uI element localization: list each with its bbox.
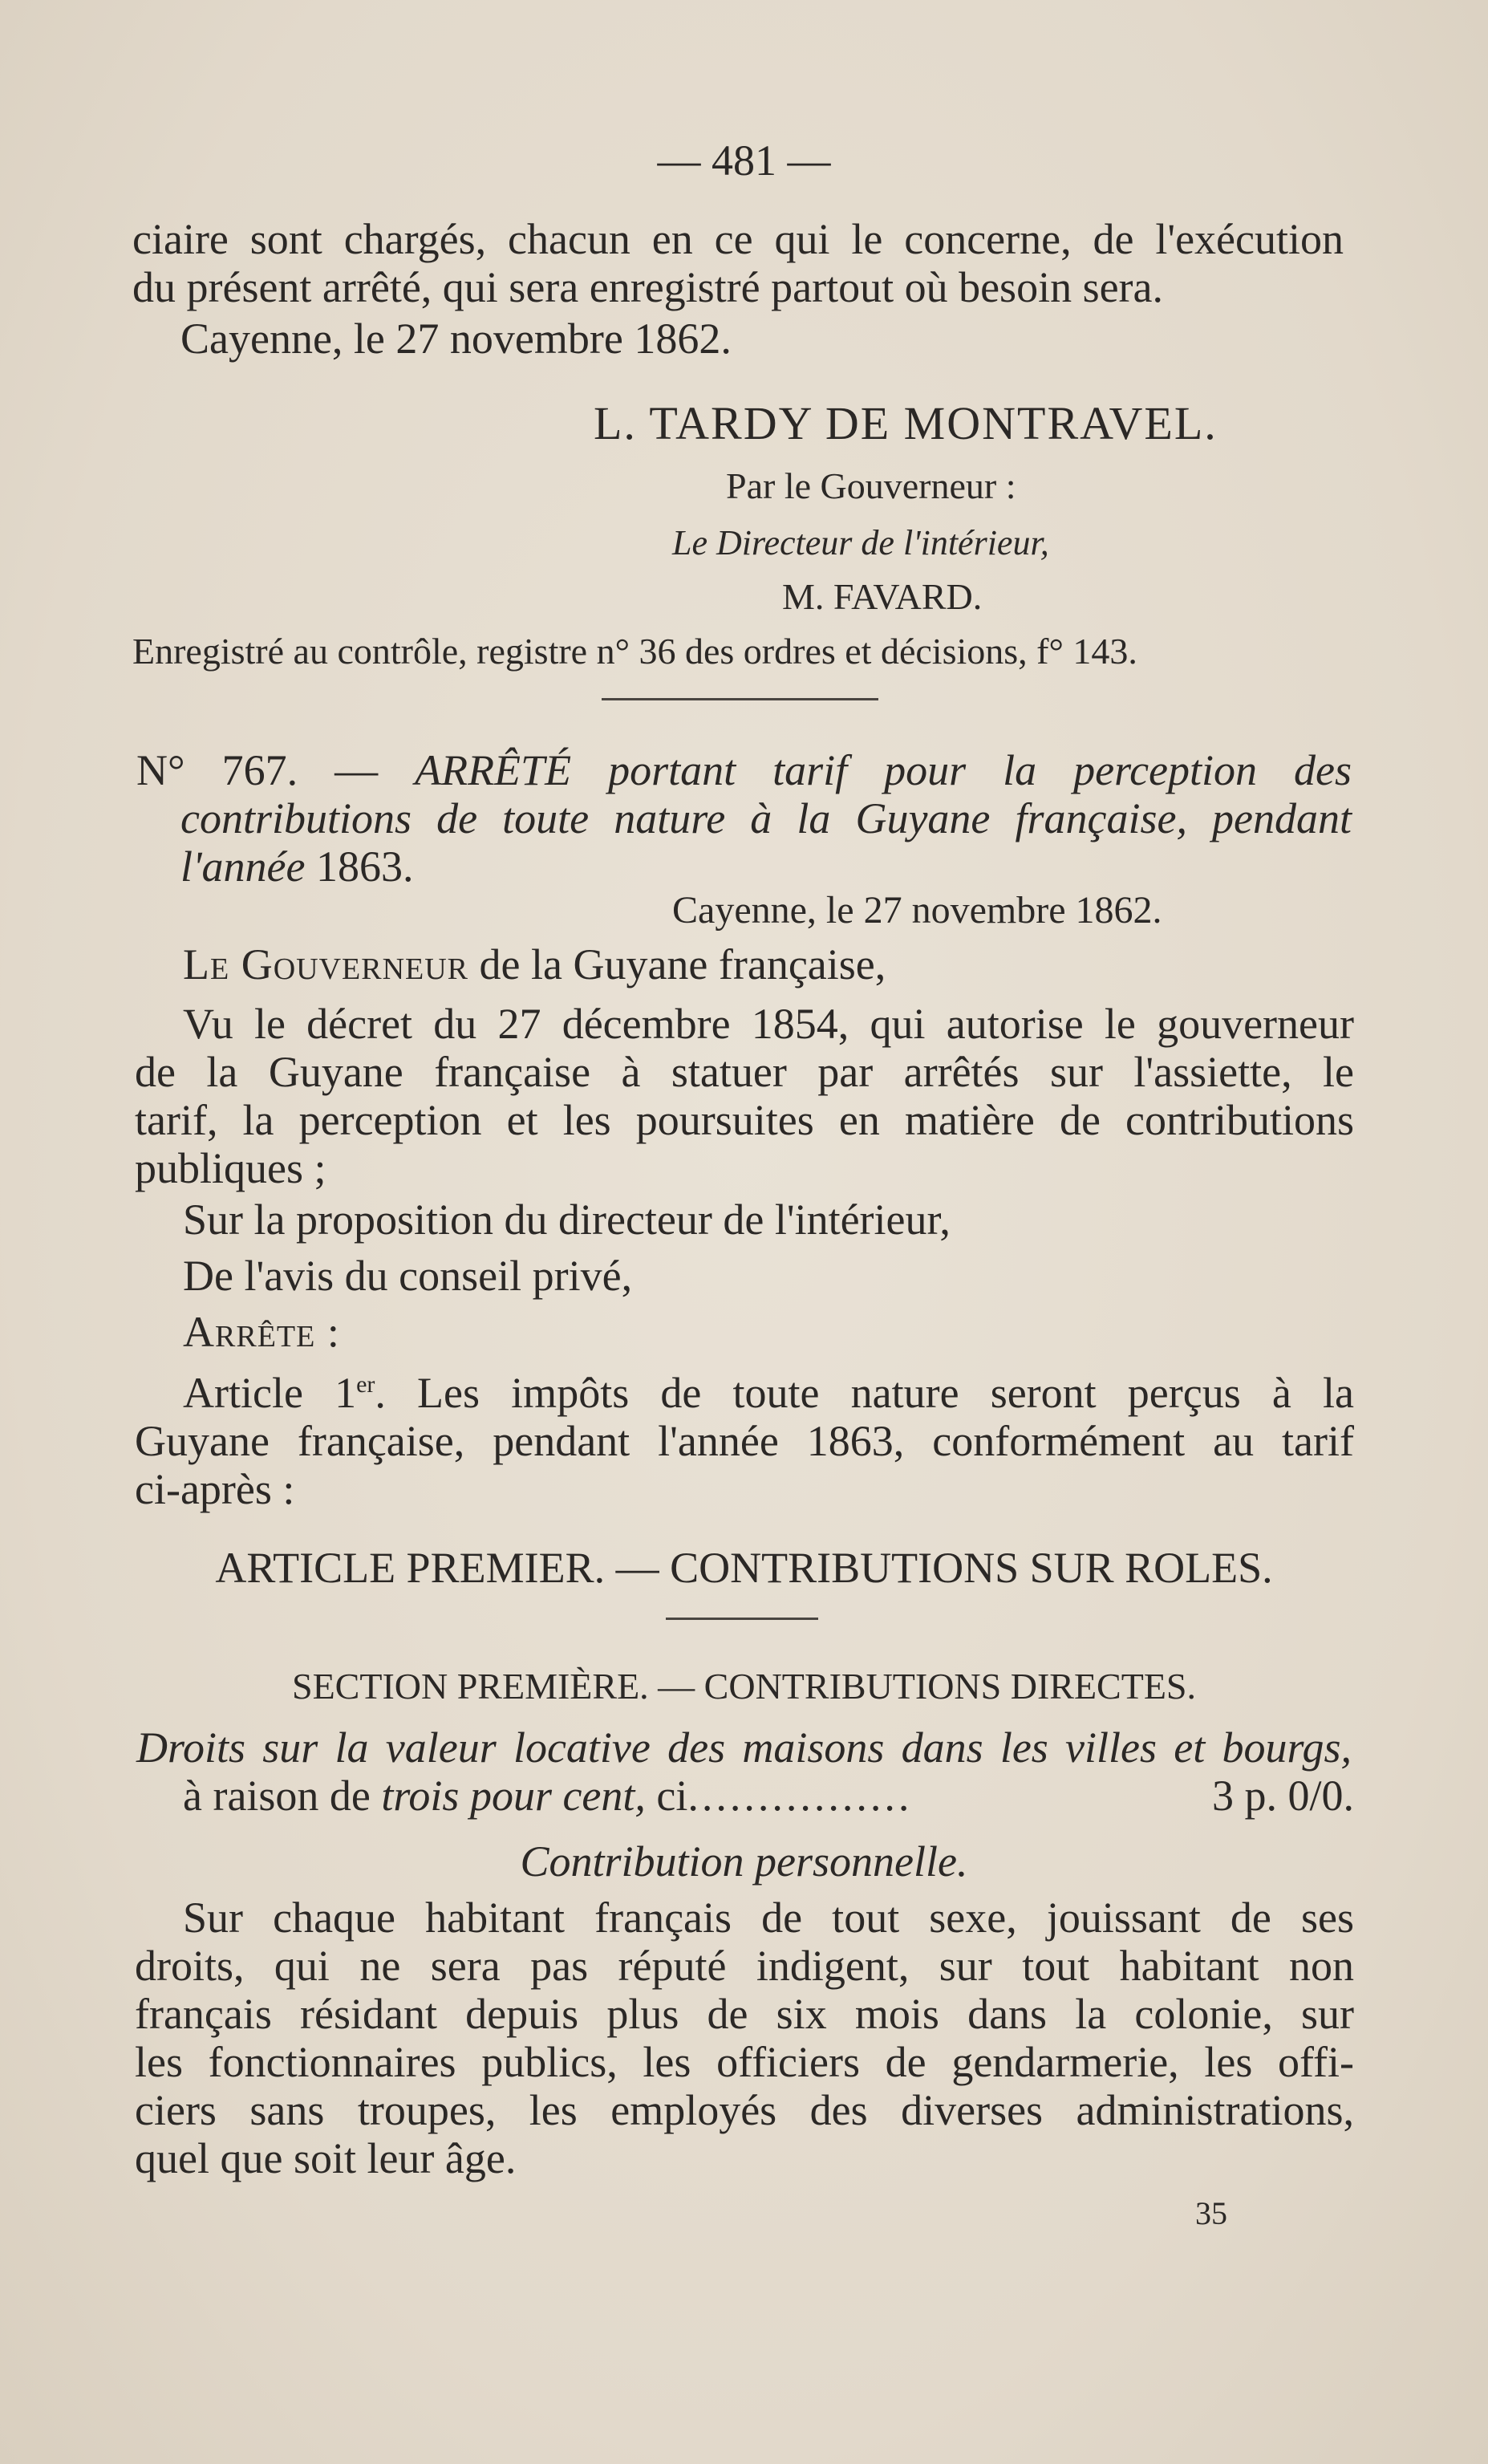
opening-place-date: Cayenne, le 27 novembre 1862.	[180, 315, 732, 363]
opening-line-1: ciaire sont chargés, chacun en ce qui le concerne, de l'exécution	[132, 215, 1344, 263]
contribution-line-1: Sur chaque habitant français de tout sexe, jouissant de ses	[183, 1894, 1354, 1942]
droits-rate-words: trois pour cent,	[381, 1772, 646, 1820]
article-1-label: Article 1	[183, 1369, 357, 1417]
contribution-line-6: quel que soit leur âge.	[135, 2134, 517, 2182]
decree-heading-rest: portant tarif pour la perception des	[608, 746, 1352, 794]
article-divider	[666, 1618, 818, 1620]
article-1-line-2: Guyane française, pendant l'année 1863, conformément au tarif	[135, 1417, 1354, 1465]
decree-number: N° 767.	[136, 746, 298, 794]
contribution-line-2: droits, qui ne sera pas réputé indigent, sur tout habitant non	[135, 1942, 1354, 1990]
decree-dash: —	[334, 746, 379, 794]
droits-line-2	[183, 1772, 1354, 1820]
opening-line-2: du présent arrêté, qui sera enregistré partout où besoin sera.	[132, 263, 1164, 311]
preamble-vu-line-1: Vu le décret du 27 décembre 1854, qui autorise le gouverneur	[183, 1000, 1354, 1048]
signature-title: Le Directeur de l'intérieur,	[672, 523, 1049, 562]
decree-heading-line-3	[180, 842, 414, 891]
signature-signatory: M. FAVARD.	[782, 576, 983, 617]
contribution-line-3: français résidant depuis plus de six mois dans la colonie, sur	[135, 1990, 1354, 2038]
decree-place-date: Cayenne, le 27 novembre 1862.	[672, 889, 1162, 932]
registration-line: Enregistré au contrôle, registre n° 36 des ordres et décisions, f° 143.	[132, 631, 1137, 672]
decree-heading-line-1	[136, 746, 1352, 794]
article-1-sup: er	[356, 1371, 375, 1398]
article-1-rest: . Les impôts de toute nature seront perçus à la	[375, 1369, 1354, 1417]
preamble-vu-line-2: de la Guyane française à statuer par arrêtés sur l'assiette, le	[135, 1048, 1354, 1096]
preamble-vu-line-4: publiques ;	[135, 1144, 326, 1192]
governor-rest: de la Guyane française,	[479, 940, 886, 988]
decree-heading-word: ARRÊTÉ	[415, 746, 572, 794]
article-1-line-3: ci-après :	[135, 1465, 295, 1513]
droits-leader-dots: ................	[687, 1772, 913, 1820]
signature-by-label: Par le Gouverneur :	[726, 465, 1016, 506]
article-1-line-1	[183, 1369, 1354, 1417]
decree-heading-line-2: contributions de toute nature à la Guyane française, pendant	[180, 794, 1352, 842]
preamble-avis: De l'avis du conseil privé,	[183, 1252, 633, 1300]
signature-mark: 35	[1195, 2195, 1227, 2231]
contribution-line-4: les fonctionnaires publics, les officiers de gendarmerie, les offi-	[135, 2038, 1354, 2086]
governor-label: Le Gouverneur	[183, 940, 469, 988]
decree-heading-year: 1863.	[316, 842, 414, 891]
preamble-governor	[183, 940, 886, 988]
preamble-vu-line-3: tarif, la perception et les poursuites en matière de contributions	[135, 1096, 1354, 1144]
article-heading: ARTICLE PREMIER. — CONTRIBUTIONS SUR ROLES.	[215, 1544, 1273, 1592]
contribution-heading: Contribution personnelle.	[520, 1837, 968, 1886]
decree-heading-year-label: l'année	[180, 842, 306, 891]
droits-line-1: Droits sur la valeur locative des maisons dans les villes et bourgs,	[136, 1723, 1352, 1772]
section-heading: SECTION PREMIÈRE. — CONTRIBUTIONS DIRECTES.	[291, 1666, 1197, 1707]
preamble-proposition: Sur la proposition du directeur de l'intérieur,	[183, 1195, 951, 1244]
section-divider	[602, 698, 878, 700]
droits-rate: 3 p. 0/0.	[1211, 1772, 1354, 1820]
contribution-line-5: ciers sans troupes, les employés des diverses administrations,	[135, 2086, 1354, 2134]
droits-prefix: à raison de	[183, 1772, 371, 1820]
droits-ci: ci	[656, 1772, 688, 1820]
preamble-arrete: Arrête :	[183, 1308, 340, 1356]
page-number: — 481 —	[657, 136, 831, 185]
signature-name: L. TARDY DE MONTRAVEL.	[594, 397, 1218, 449]
